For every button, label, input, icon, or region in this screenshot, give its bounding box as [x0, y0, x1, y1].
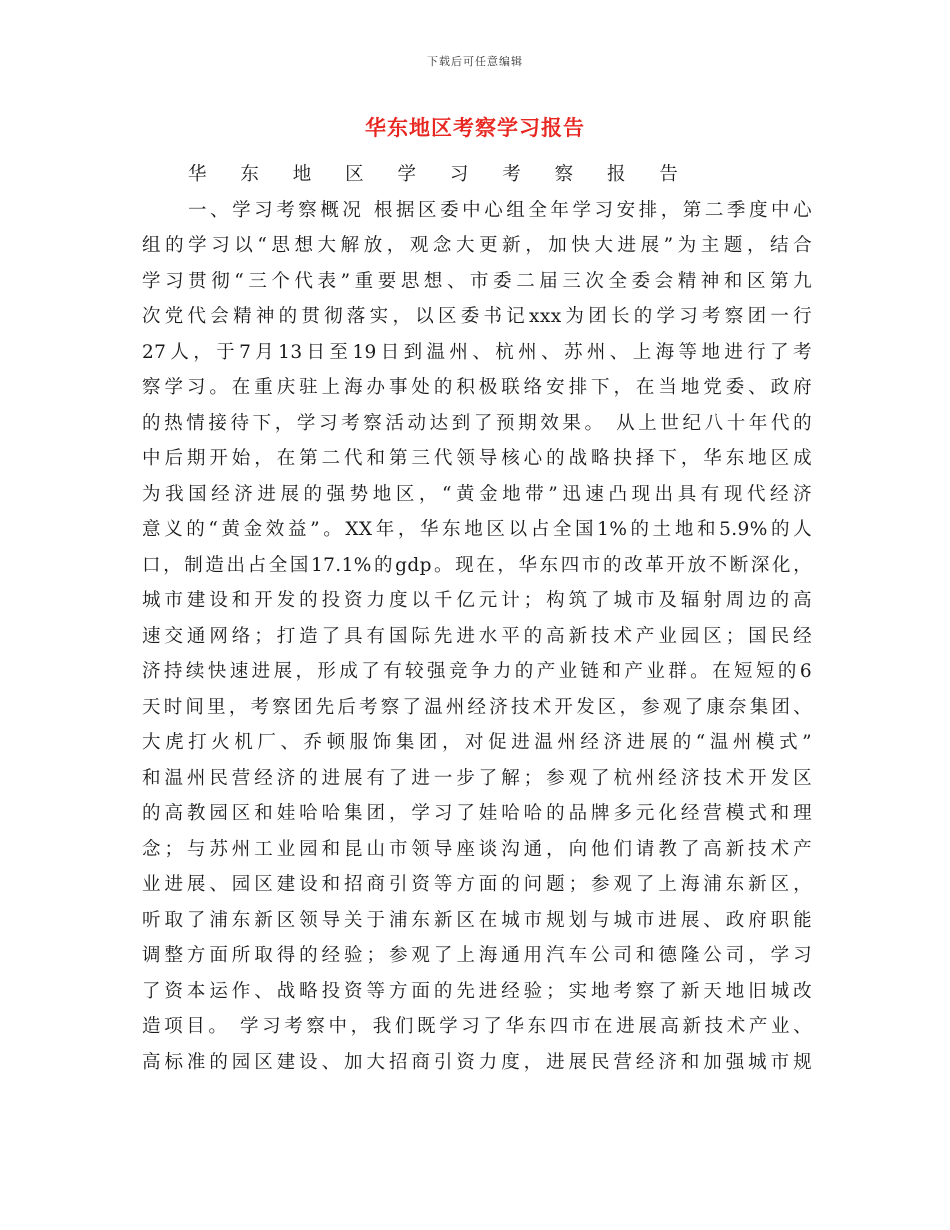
paragraph-line: 济持续快速进展，形成了有较强竞争力的产业链和产业群。在短短的6 — [142, 661, 812, 682]
paragraph-line: 天时间里，考察团先后考察了温州经济技术开发区，参观了康奈集团、 — [142, 696, 812, 718]
paragraph-line: 念；与苏州工业园和昆山市领导座谈沟通，向他们请教了高新技术产 — [142, 838, 812, 860]
paragraph-line: 速交通网络；打造了具有国际先进水平的高新技术产业园区；国民经 — [142, 625, 812, 647]
paragraph-line: 组的学习以“思想大解放，观念大更新，加快大进展”为主题，结合 — [142, 235, 812, 256]
paragraph-line: 学习贯彻“三个代表”重要思想、市委二届三次全委会精神和区第九 — [142, 270, 812, 292]
page-header-note: 下载后可任意编辑 — [427, 55, 523, 68]
document-title: 华东地区考察学习报告 — [365, 115, 585, 140]
paragraph-line: 的热情接待下，学习考察活动达到了预期效果。 从上世纪八十年代的 — [142, 412, 812, 434]
paragraph-line: 中后期开始，在第二代和第三代领导核心的战略抉择下，华东地区成 — [142, 448, 812, 469]
paragraph-line: 为我国经济进展的强势地区，“黄金地带”迅速凸现出具有现代经济 — [142, 483, 812, 505]
paragraph-line: 高标准的园区建设、加大招商引资力度，进展民营经济和加强城市规 — [142, 1051, 812, 1073]
paragraph-line: 意义的“黄金效益”。XX年，华东地区以占全国1%的土地和5.9%的人 — [142, 519, 812, 540]
paragraph-line: 听取了浦东新区领导关于浦东新区在城市规划与城市进展、政府职能 — [142, 909, 812, 931]
paragraph-line: 察学习。在重庆驻上海办事处的积极联络安排下，在当地党委、政府 — [142, 377, 812, 398]
paragraph-line: 一、学习考察概况 根据区委中心组全年学习安排，第二季度中心 — [188, 199, 812, 221]
paragraph-line: 次党代会精神的贯彻落实，以区委书记xxx为团长的学习考察团一行 — [142, 306, 812, 327]
paragraph-line: 的高教园区和娃哈哈集团，学习了娃哈哈的品牌多元化经营模式和理 — [142, 803, 812, 824]
paragraph-line: 口，制造出占全国17.1%的gdp。现在，华东四市的改革开放不断深化， — [142, 554, 812, 576]
document-subtitle: 华 东 地 区 学 习 考 察 报 告 — [188, 164, 692, 185]
paragraph-line: 了资本运作、战略投资等方面的先进经验；实地考察了新天地旧城改 — [142, 980, 812, 1002]
paragraph-line: 城市建设和开发的投资力度以千亿元计；构筑了城市及辐射周边的高 — [142, 590, 812, 611]
paragraph-line: 和温州民营经济的进展有了进一步了解；参观了杭州经济技术开发区 — [142, 767, 812, 789]
document-body — [142, 157, 812, 1080]
paragraph-line: 调整方面所取得的经验；参观了上海通用汽车公司和德隆公司，学习 — [142, 945, 812, 966]
paragraph-line: 造项目。 学习考察中，我们既学习了华东四市在进展高新技术产业、 — [142, 1016, 812, 1037]
paragraph-line: 业进展、园区建设和招商引资等方面的问题；参观了上海浦东新区， — [142, 874, 812, 895]
paragraph-line: 27人，于7月13日至19日到温州、杭州、苏州、上海等地进行了考 — [142, 341, 812, 363]
paragraph-line: 大虎打火机厂、乔顿服饰集团，对促进温州经济进展的“温州模式” — [142, 732, 812, 753]
